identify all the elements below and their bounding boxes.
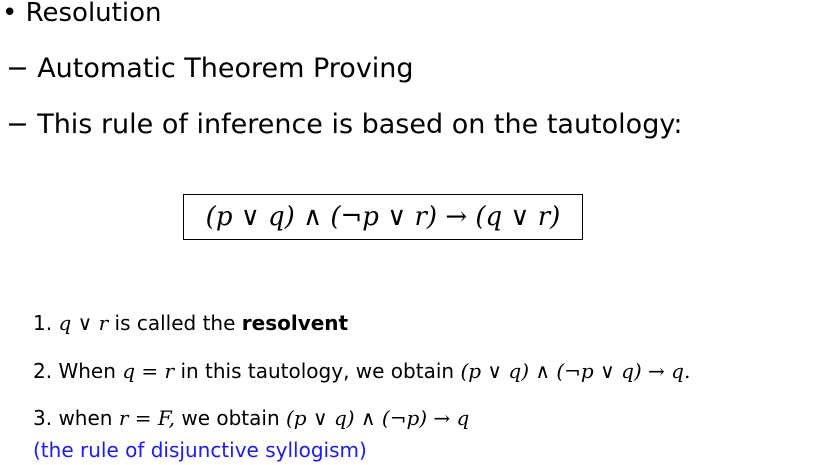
item-math: q = r xyxy=(122,359,175,383)
item-text: When xyxy=(58,359,116,383)
disjunctive-syllogism-note: (the rule of disjunctive syllogism) xyxy=(33,438,367,462)
list-item-1 xyxy=(33,313,348,333)
item-bold-term: resolvent xyxy=(241,311,349,335)
tautology-formula-box xyxy=(183,194,583,240)
item-number: 1. xyxy=(33,311,53,335)
item-math-2: (p ∨ q) ∧ (¬p ∨ q) → q. xyxy=(460,359,691,383)
item-number: 3. xyxy=(33,406,53,430)
item-math-2: (p ∨ q) ∧ (¬p) → q xyxy=(285,406,470,430)
item-text-mid: we obtain xyxy=(181,406,280,430)
item-number: 2. xyxy=(33,359,53,383)
item-text: when xyxy=(58,406,113,430)
list-item-2 xyxy=(33,361,690,381)
subpoint-automatic-theorem-proving: − Automatic Theorem Proving xyxy=(6,53,414,84)
item-text-mid: in this tautology, we obtain xyxy=(180,359,455,383)
tautology-formula: (p ∨ q) ∧ (¬p ∨ r) → (q ∨ r) xyxy=(205,202,561,232)
item-math: q ∨ r xyxy=(58,311,109,335)
list-item-3 xyxy=(33,408,469,428)
item-math: r = F, xyxy=(118,406,175,430)
item-text: is called the xyxy=(114,311,236,335)
bullet-heading: • Resolution xyxy=(2,0,162,28)
subpoint-rule-of-inference: − This rule of inference is based on the tautology: xyxy=(6,109,683,140)
